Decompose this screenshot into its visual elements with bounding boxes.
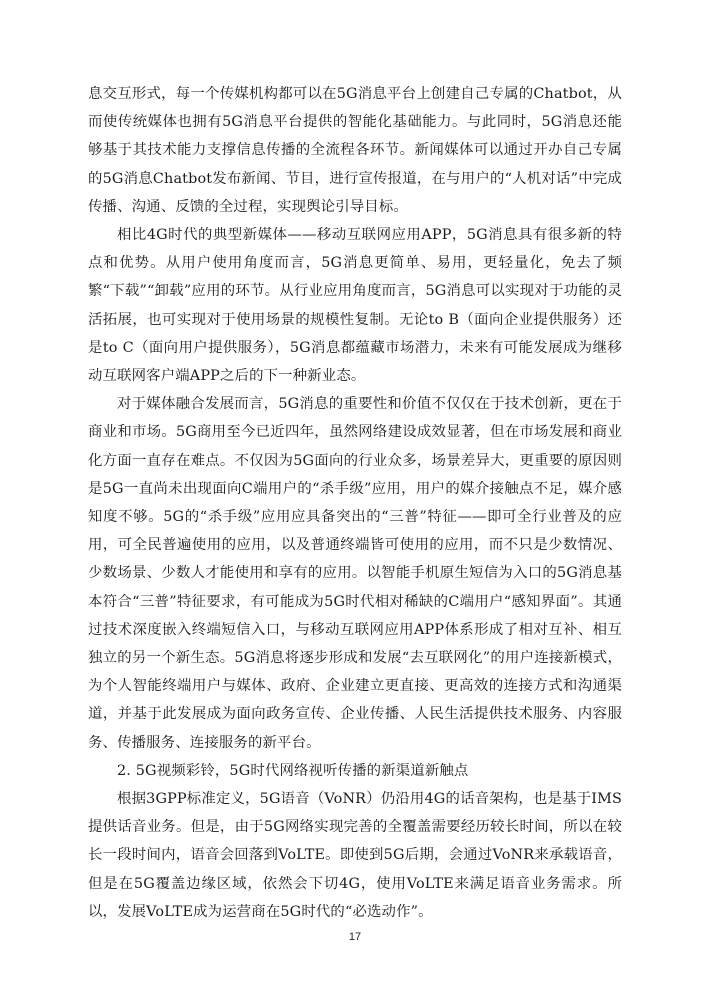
document-page (88, 80, 622, 926)
page-number: 17 (348, 931, 362, 943)
section-heading-video-ringtone: 2. 5G视频彩铃，5G时代网络视听传播的新渠道新触点 (117, 762, 469, 779)
body-paragraph-media-integration: 对于媒体融合发展而言，5G消息的重要性和价值不仅仅在于技术创新，更在于商业和市场。5G商用至今已近四年，虽然网络建设成效显著，但在市场发展和商业化方面一直存在难点。不仅因为5G面向的行业众多，场景差异大，更重要的原因则是5G一直尚未出现面向C端用户的“杀手级”应用，用户的媒介接触点不足，媒介感知度不够。5G的“杀手级”应用应具备突出的“三普”特征——即可全行业普及的应用，可全民普遍使用的应用，以及普通终端皆可使用的应用，而不只是少数情况、少数场景、少数人才能使用和享有的应用。以智能手机原生短信为入口的5G消息基本符合“三普”特征要求，有可能成为5G时代相对稀缺的C端用户“感知界面”。其通过技术深度嵌入终端短信入口，与移动互联网应用APP体系形成了相对互补、相互独立的另一个新生态。5G消息将逐步形成和发展“去互联网化”的用户连接新模式，为个人智能终端用户与媒体、政府、企业建立更直接、更高效的连接方式和沟通渠道，并基于此发展成为面向政务宣传、企业传播、人民生活提供技术服务、内容服务、传播服务、连接服务的新平台。 (88, 396, 622, 751)
body-paragraph-new-media-comparison: 相比4G时代的典型新媒体——移动互联网应用APP，5G消息具有很多新的特点和优势。从用户使用角度而言，5G消息更简单、易用，更轻量化，免去了频繁“下载”“卸载”应用的环节。从行业应用角度而言，5G消息可以实现对于功能的灵活拓展，也可实现对于使用场景的规模性复制。无论to B（面向企业提供服务）还是to C（面向用户提供服务），5G消息都蕴藏市场潜力，未来有可能发展成为继移动互联网客户端APP之后的下一种新业态。 (88, 227, 622, 385)
body-paragraph-continued: 息交互形式，每一个传媒机构都可以在5G消息平台上创建自己专属的Chatbot，从而使传统媒体也拥有5G消息平台提供的智能化基础能力。与此同时，5G消息还能够基于其技术能力支撑信息传播的全流程各环节。新闻媒体可以通过开办自己专属的5G消息Chatbot发布新闻、节目，进行宣传报道，在与用户的“人机对话”中完成传播、沟通、反馈的全过程，实现舆论引导目标。 (88, 86, 622, 215)
body-paragraph-3gpp-voice: 根据3GPP标准定义，5G语音（VoNR）仍沿用4G的话音架构，也是基于IMS提供话音业务。但是，由于5G网络实现完善的全覆盖需要经历较长时间，所以在较长一段时间内，语音会回落到VoLTE。即使到5G后期，会通过VoNR来承载语音，但是在5G覆盖边缘区域，依然会下切4G，使用VoLTE来满足语音业务需求。所以，发展VoLTE成为运营商在5G时代的“必选动作”。 (88, 791, 622, 920)
